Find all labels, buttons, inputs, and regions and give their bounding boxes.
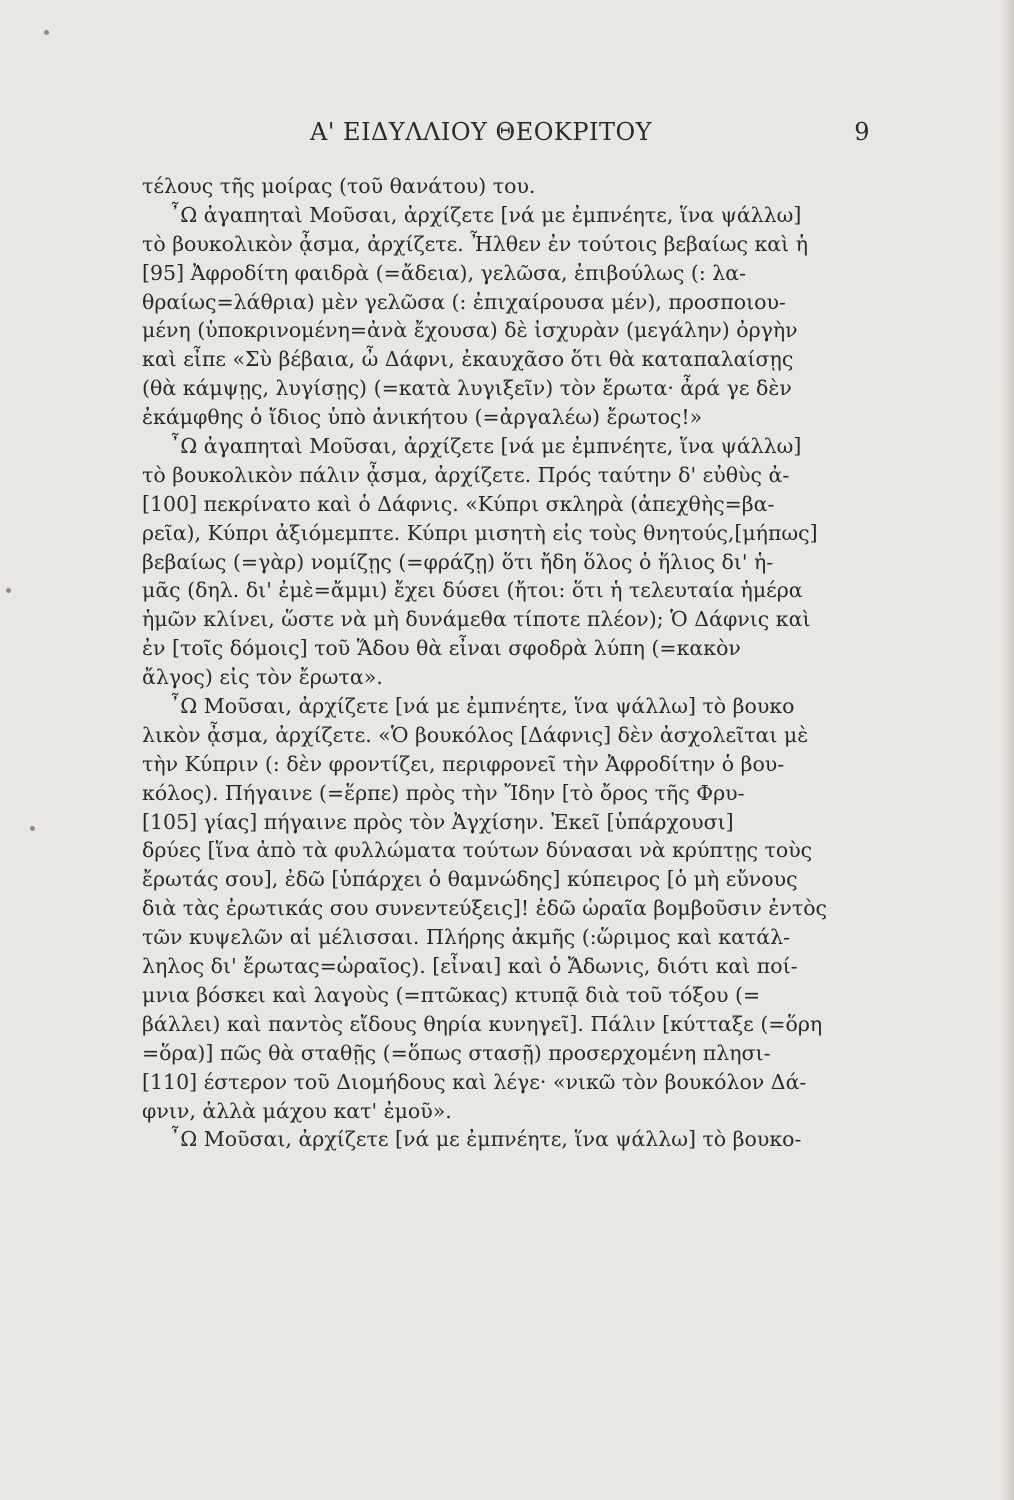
text-line: θραίως=λάθρια) μὲν γελῶσα (: ἐπιχαίρουσα μέν), προσποιου-: [142, 289, 786, 314]
text-line: βεβαίως (=γὰρ) νομίζῃς (=φράζῃ) ὅτι ἤδη ὅλος ὁ ἥλιος δι' ἡ-: [142, 549, 774, 574]
text-line: ἡμῶν κλίνει, ὥστε νὰ μὴ δυνάμεθα τίποτε πλέον); Ὁ Δάφνις καὶ: [142, 607, 811, 632]
speck-mark: [44, 30, 49, 35]
text-line: τὸ βουκολικὸν ᾆσμα, ἀρχίζετε. Ἦλθεν ἐν τούτοις βεβαίως καὶ ἡ: [142, 231, 808, 256]
text-line: [110] έστερον τοῦ Διομήδους καὶ λέγε· «νικῶ τὸν βουκόλον Δά-: [142, 1069, 807, 1094]
text-line: =ὅρα)] πῶς θὰ σταθῇς (=ὅπως στασῇ) προσερχομένη πλησι-: [142, 1040, 771, 1065]
text-line: ἐκάμφθης ὁ ἴδιος ὑπὸ ἀνικήτου (=ἀργαλέω) ἔρωτος!»: [142, 405, 703, 430]
text-line: ῏Ω ἀγαπηταὶ Μοῦσαι, ἀρχίζετε [νά με ἐμπνέητε, ἵνα ψάλλω]: [170, 202, 802, 227]
text-line: τὴν Κύπριν (: δὲν φροντίζει, περιφρονεῖ τὴν Ἀφροδίτην ὁ βου-: [142, 751, 785, 776]
text-line: ῏Ω ἀγαπηταὶ Μοῦσαι, ἀρχίζετε [νά με ἐμπνέητε, ἵνα ψάλλω]: [170, 434, 802, 459]
text-line: μένη (ὑποκρινομένη=ἀνὰ ἔχουσα) δὲ ἰσχυρὰν (μεγάλην) ὀργὴν: [142, 318, 798, 343]
text-line: λικὸν ᾆσμα, ἀρχίζετε. «Ὁ βουκόλος [Δάφνις] δὲν ἀσχολεῖται μὲ: [142, 722, 809, 747]
text-line: ῏Ω Μοῦσαι, ἀρχίζετε [νά με ἐμπνέητε, ἵνα ψάλλω] τὸ βουκο-: [170, 1127, 802, 1152]
text-line: (θὰ κάμψῃς, λυγίσῃς) (=κατὰ λυγιξεῖν) τὸν ἔρωτα· ἆρά γε δὲν: [142, 376, 792, 401]
text-line: βάλλει) καὶ παντὸς εἴδους θηρία κυνηγεῖ]. Πάλιν [κύτταξε (=ὅρη: [142, 1011, 823, 1036]
page-number: 9: [854, 118, 870, 146]
speck-mark: [30, 826, 35, 831]
text-line: ἄλγος) εἰς τὸν ἔρωτα».: [142, 665, 383, 690]
text-line: ἔρωτάς σου], ἐδῶ [ὑπάρχει ὁ θαμνώδης] κύπειρος [ὁ μὴ εὔνους: [142, 867, 798, 892]
page-header: [310, 118, 870, 158]
text-line: [95] Ἀφροδίτη φαιδρὰ (=ἄδεια), γελῶσα, ἐπιβούλως (: λα-: [142, 260, 747, 285]
text-line: κόλος). Πήγαινε (=ἕρπε) πρὸς τὴν Ἴδην [τὸ ὄρος τῆς Φρυ-: [142, 780, 745, 805]
text-line: μνια βόσκει καὶ λαγοὺς (=πτῶκας) κτυπᾷ διὰ τοῦ τόξου (=: [142, 982, 761, 1007]
text-line: φνιν, ἀλλὰ μάχου κατ' ἐμοῦ».: [142, 1098, 452, 1123]
text-line: ληλος δι' ἔρωτας=ὡραῖος). [εἶναι] καὶ ὁ Ἄδωνις, διότι καὶ ποί-: [142, 954, 798, 979]
speck-mark: [6, 588, 11, 593]
text-line: τῶν κυψελῶν αἱ μέλισσαι. Πλήρης ἀκμῆς (:ὥριμος καὶ κατάλ-: [142, 925, 791, 950]
text-line: ἐν [τοῖς δόμοις] τοῦ Ἅδου θὰ εἶναι σφοδρὰ λύπη (=κακὸν: [142, 636, 741, 661]
text-line: [105] γίας] πήγαινε πρὸς τὸν Ἀγχίσην. Ἐκεῖ [ὑπάρχουσι]: [142, 809, 734, 834]
text-line: διὰ τὰς ἐρωτικάς σου συνεντεύξεις]! ἐδῶ ὡραῖα βομβοῦσιν ἐντὸς: [142, 896, 828, 921]
text-line: τέλους τῆς μοίρας (τοῦ θανάτου) του.: [142, 174, 536, 198]
text-line: μᾶς (δηλ. δι' ἐμὲ=ἄμμι) ἔχει δύσει (ἤτοι: ὅτι ἡ τελευταία ἡμέρα: [142, 578, 803, 603]
text-line: τὸ βουκολικὸν πάλιν ᾆσμα, ἀρχίζετε. Πρός ταύτην δ' εὐθὺς ἀ-: [142, 462, 790, 487]
body-text: [142, 172, 882, 1154]
text-line: ῏Ω Μοῦσαι, ἀρχίζετε [νά με ἐμπνέητε, ἵνα ψάλλω] τὸ βουκο: [170, 694, 795, 719]
text-line: [100] πεκρίνατο καὶ ὁ Δάφνις. «Κύπρι σκληρὰ (ἀπεχθὴς=βα-: [142, 491, 775, 516]
running-head: Α' ΕΙΔΥΛΛΙΟΥ ΘΕΟΚΡΙΤΟΥ: [310, 118, 652, 146]
text-line: ρεῖα), Κύπρι ἀξιόμεμπτε. Κύπρι μισητὴ εἰς τοὺς θνητούς,[μήπως]: [142, 520, 818, 545]
text-line: δρύες [ἵνα ἀπὸ τὰ φυλλώματα τούτων δύνασαι νὰ κρύπτῃς τοὺς: [142, 838, 813, 863]
text-line: καὶ εἶπε «Σὺ βέβαια, ὦ Δάφνι, ἐκαυχᾶσο ὅτι θὰ καταπαλαίσῃς: [142, 347, 794, 372]
